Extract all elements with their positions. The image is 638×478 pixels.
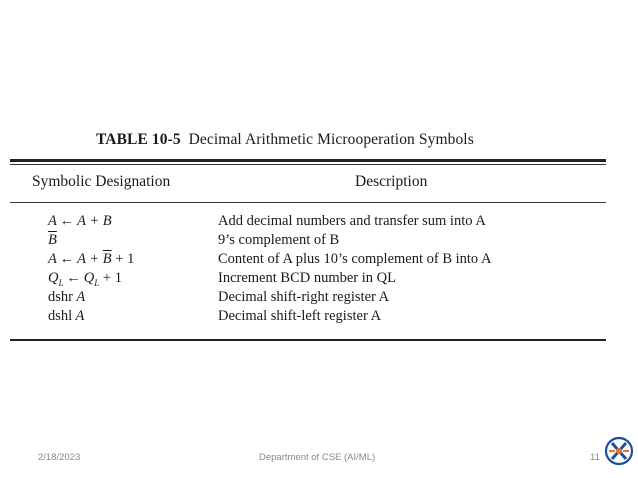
row-symbol: A ← A + B	[48, 213, 112, 229]
top-rule	[10, 159, 606, 162]
institution-logo-icon	[604, 434, 634, 468]
row-symbol: $Q_L$ ← $Q_L + 1$	[48, 270, 122, 288]
bottom-rule	[10, 339, 606, 341]
column-header-symbolic: Symbolic Designation	[32, 173, 171, 190]
table-row	[0, 251, 638, 269]
table-row	[0, 213, 638, 231]
row-symbol: dshl A	[48, 308, 85, 324]
row-description: Increment BCD number in QL	[218, 270, 396, 286]
table-caption	[96, 131, 556, 149]
table-row	[0, 232, 638, 250]
row-description: Decimal shift-left register A	[218, 308, 382, 324]
column-header-description: Description	[355, 173, 428, 190]
table-row	[0, 270, 638, 288]
table-title: Decimal Arithmetic Microoperation Symbols	[188, 131, 474, 148]
row-description: 9’s complement of B	[218, 232, 340, 248]
row-symbol: $\overline{B}$	[48, 232, 57, 248]
table-number: TABLE 10-5	[96, 131, 181, 148]
footer-date: 2/18/2023	[38, 452, 81, 463]
row-description: Decimal shift-right register A	[218, 289, 390, 305]
footer-department: Department of CSE (AI/ML)	[259, 452, 376, 463]
footer-page-number: 11	[590, 452, 600, 463]
top-rule-inner	[10, 164, 606, 165]
row-symbol: dshr A	[48, 289, 86, 305]
table-row	[0, 308, 638, 326]
row-symbol: A ← $A + \overline{B} + 1$	[48, 251, 135, 267]
header-rule	[10, 202, 606, 203]
table-row	[0, 289, 638, 307]
row-description: Add decimal numbers and transfer sum into A	[218, 213, 486, 229]
row-description: Content of A plus 10’s complement of B into A	[218, 251, 492, 267]
